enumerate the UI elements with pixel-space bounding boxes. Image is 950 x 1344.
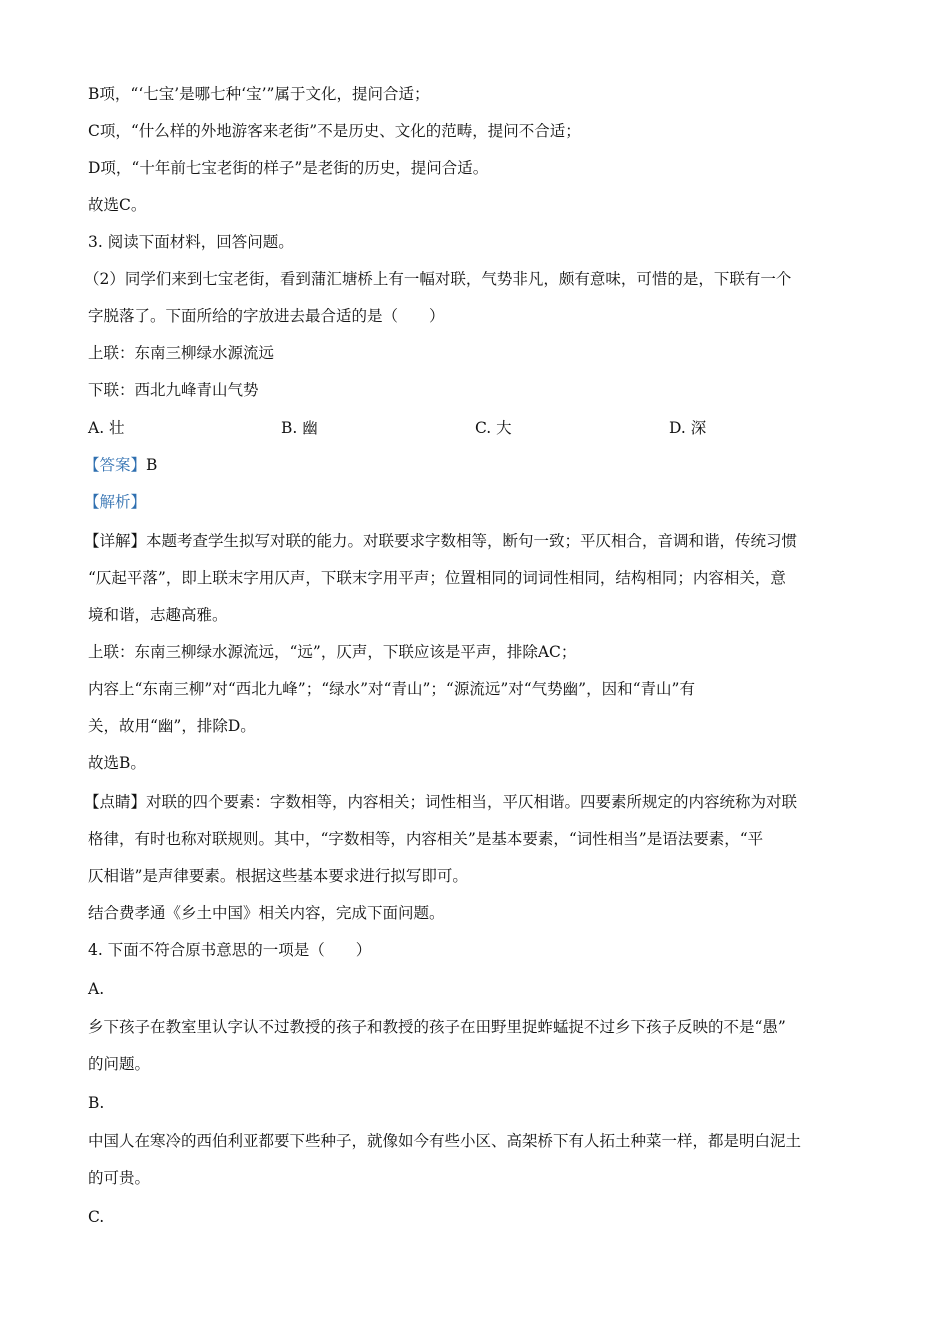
tip-text: 对联的四个要素：字数相等，内容相关；词性相当，平仄相谐。四要素所规定的内容统称为对联 xyxy=(146,793,798,811)
answer-tag: 【答案】 xyxy=(84,456,147,474)
couplet-first-line: 上联：东南三柳绿水源流远 xyxy=(88,344,275,362)
text-line: 故选B。 xyxy=(88,754,146,772)
text-line: 字脱落了。下面所给的字放进去最合适的是（ ） xyxy=(88,307,445,325)
analysis-line xyxy=(84,490,146,514)
text-line: 仄相谐”是声律要素。根据这些基本要求进行拟写即可。 xyxy=(88,867,468,885)
option-a: A. 壮 xyxy=(88,419,125,437)
answer-line xyxy=(84,453,157,477)
option-c: C. 大 xyxy=(475,419,512,437)
detail-text: 本题考查学生拟写对联的能力。对联要求字数相等，断句一致；平仄相合，音调和谐，传统习惯 xyxy=(146,532,798,550)
text-line: 的问题。 xyxy=(88,1055,151,1073)
text-line: （2）同学们来到七宝老街，看到蒲汇塘桥上有一幅对联，气势非凡，颇有意味，可惜的是，下联有一个 xyxy=(84,270,792,288)
detail-line xyxy=(84,529,797,553)
couplet-second-line: 下联：西北九峰青山气势 xyxy=(88,381,259,399)
text-line: 乡下孩子在教室里认字认不过教授的孩子和教授的孩子在田野里捉蚱蜢捉不过乡下孩子反映的不是“愚” xyxy=(88,1018,786,1036)
text-line: 境和谐，志趣高雅。 xyxy=(88,606,228,624)
text-line: 结合费孝通《乡土中国》相关内容，完成下面问题。 xyxy=(88,904,445,922)
text-line: B项，“‘七宝’是哪七种‘宝’”属于文化，提问合适； xyxy=(88,85,430,103)
option-d: D. 深 xyxy=(669,419,707,437)
text-line: 格律，有时也称对联规则。其中，“字数相等，内容相关”是基本要素，“词性相当”是语法要素，“平 xyxy=(88,830,764,848)
text-line: 中国人在寒冷的西伯利亚都要下些种子，就像如今有些小区、高架桥下有人拓土种菜一样，都是明白泥土 xyxy=(88,1132,802,1150)
text-line: 内容上“东南三柳”对“西北九峰”；“绿水”对“青山”；“源流远”对“气势幽”，因和“青山”有 xyxy=(88,680,695,698)
text-line: D项，“十年前七宝老街的样子”是老街的历史，提问合适。 xyxy=(88,159,489,177)
tip-tag: 【点睛】 xyxy=(84,793,147,811)
detail-tag: 【详解】 xyxy=(84,532,147,550)
text-line: 关，故用“幽”，排除D。 xyxy=(88,717,256,735)
option-c-label: C. xyxy=(88,1208,105,1226)
analysis-tag: 【解析】 xyxy=(84,493,147,511)
answer-value: B xyxy=(146,456,158,474)
option-a-label: A. xyxy=(88,980,105,998)
text-line: 上联：东南三柳绿水源流远，“远”，仄声，下联应该是平声，排除AC； xyxy=(88,643,577,661)
option-b: B. 幽 xyxy=(281,419,318,437)
text-line: 故选C。 xyxy=(88,196,147,214)
text-line: 的可贵。 xyxy=(88,1169,151,1187)
question-4-title: 4. 下面不符合原书意思的一项是（ ） xyxy=(88,941,372,959)
text-line: C项，“什么样的外地游客来老街”不是历史、文化的范畴，提问不合适； xyxy=(88,122,581,140)
tip-line xyxy=(84,790,797,814)
text-line: “仄起平落”，即上联末字用仄声，下联末字用平声；位置相同的词词性相同，结构相同；内容相关，意 xyxy=(88,569,786,587)
option-b-label: B. xyxy=(88,1094,105,1112)
question-3-title: 3. 阅读下面材料，回答问题。 xyxy=(88,233,294,251)
